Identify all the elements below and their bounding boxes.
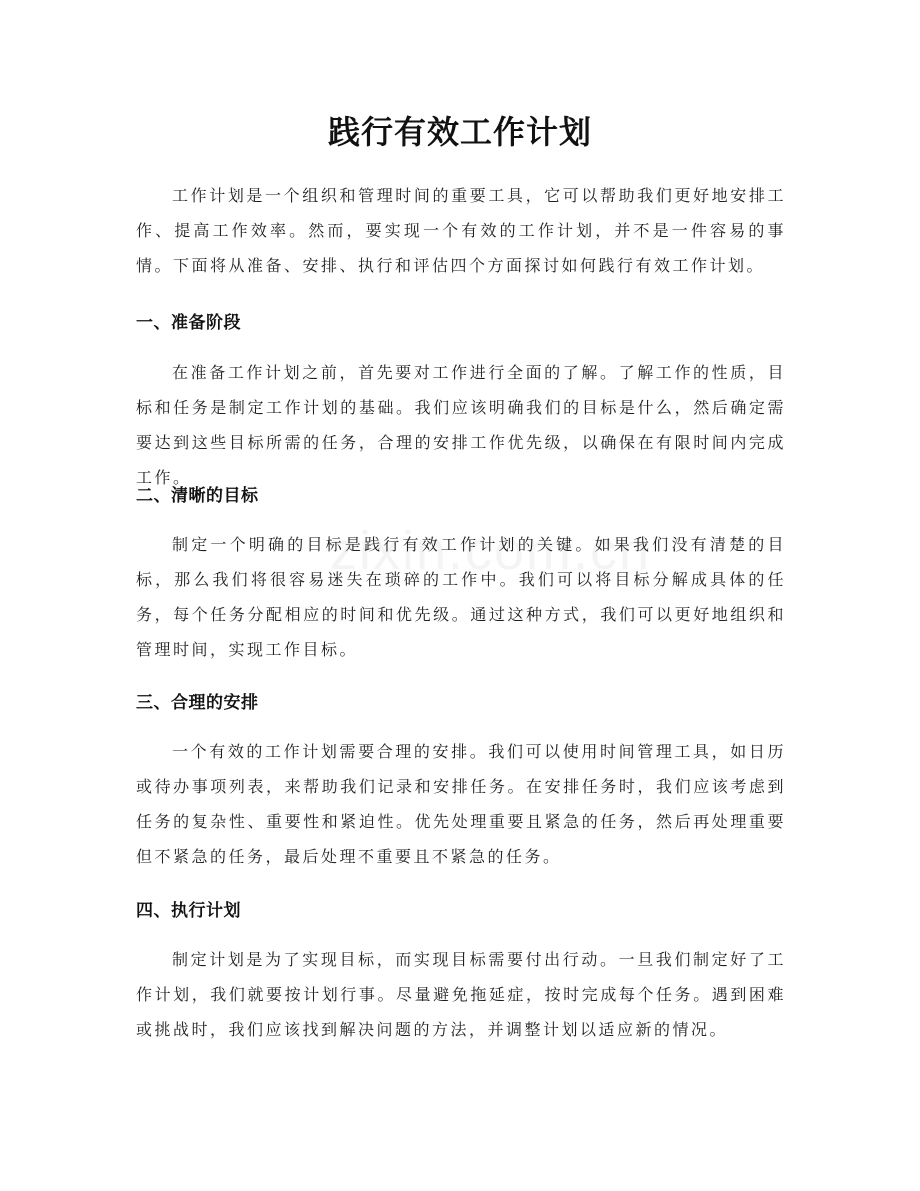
section-body-clear-goals: 制定一个明确的目标是践行有效工作计划的关键。如果我们没有清楚的目标，那么我们将很容易迷失在琐碎的工作中。我们可以将目标分解成具体的任务，每个任务分配相应的时间和优先级。通过这种方式，我们可以更好地组织和管理时间，实现工作目标。 — [136, 535, 786, 659]
section-body-arrangement: 一个有效的工作计划需要合理的安排。我们可以使用时间管理工具，如日历或待办事项列表，来帮助我们记录和安排任务。在安排任务时，我们应该考虑到任务的复杂性、重要性和紧迫性。优先处理重要且紧急的任务，然后再处理重要但不紧急的任务，最后处理不重要且不紧急的任务。 — [136, 742, 786, 866]
section-heading-arrangement: 三、合理的安排 — [136, 693, 259, 713]
section-heading-preparation: 一、准备阶段 — [136, 313, 241, 333]
section-body-execution: 制定计划是为了实现目标，而实现目标需要付出行动。一旦我们制定好了工作计划，我们就要按计划行事。尽量避免拖延症，按时完成每个任务。遇到困难或挑战时，我们应该找到解决问题的方法，并调整计划以适应新的情况。 — [136, 950, 786, 1039]
section-heading-execution: 四、执行计划 — [136, 901, 241, 921]
document-title: 践行有效工作计划 — [327, 113, 592, 151]
section-body-preparation: 在准备工作计划之前，首先要对工作进行全面的了解。了解工作的性质，目标和任务是制定工作计划的基础。我们应该明确我们的目标是什么，然后确定需要达到这些目标所需的任务，合理的安排工作优先级，以确保在有限时间内完成工作。 — [136, 363, 786, 487]
intro-paragraph: 工作计划是一个组织和管理时间的重要工具，它可以帮助我们更好地安排工作、提高工作效率。然而，要实现一个有效的工作计划，并不是一件容易的事情。下面将从准备、安排、执行和评估四个方面探讨如何践行有效工作计划。 — [136, 186, 786, 275]
section-heading-clear-goals: 二、清晰的目标 — [136, 486, 259, 506]
watermark — [330, 520, 651, 582]
